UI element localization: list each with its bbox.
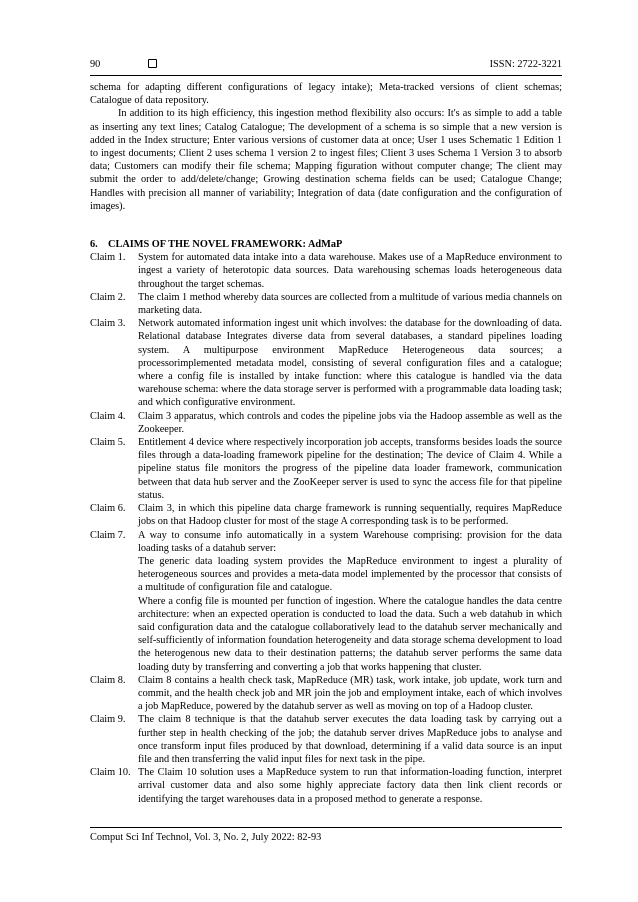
claim-paragraph: A way to consume info automatically in a system Warehouse comprising: provision for the data loading tasks of a datahub server:	[138, 529, 562, 554]
checkbox-square-icon	[148, 59, 157, 68]
journal-citation: Comput Sci Inf Technol, Vol. 3, No. 2, July 2022: 82-93	[90, 832, 322, 843]
claim-text	[138, 410, 562, 436]
claim-label: Claim 2.	[90, 291, 126, 303]
claim-item	[90, 291, 562, 317]
claim-label: Claim 10.	[90, 767, 131, 779]
claim-text	[138, 766, 562, 806]
claim-item	[90, 410, 562, 436]
claim-item	[90, 317, 562, 409]
claim-label: Claim 1.	[90, 252, 126, 264]
claim-paragraph: The Claim 10 solution uses a MapReduce system to run that information-loading function, interpret arrival customer data and also some highly appreciate factory data then link client records or identifying the target warehouses data in a proposed method to generate a response.	[138, 767, 562, 805]
claim-item	[90, 502, 562, 528]
page-footer	[90, 831, 321, 845]
claim-item	[90, 766, 562, 806]
claim-item	[90, 529, 562, 674]
claim-item	[90, 674, 562, 714]
claim-label: Claim 7.	[90, 529, 126, 541]
claim-item	[90, 251, 562, 291]
section-title: 6. CLAIMS OF THE NOVEL FRAMEWORK: AdMaP	[90, 239, 343, 251]
header-divider	[90, 75, 562, 76]
claim-paragraph: The generic data loading system provides the MapReduce environment to ingest a plurality of heterogeneous sources and provides a meta-data model implemented by the processor that consists of a multitude of configuration file and catalogue.	[138, 555, 562, 594]
claim-paragraph: System for automated data intake into a data warehouse. Makes use of a MapReduce environment to ingest a variety of heterotopic data sources. Data warehousing schemas loads heterogeneous data throughout the target schemas.	[138, 252, 562, 290]
claim-text	[138, 251, 562, 291]
claim-paragraph: Entitlement 4 device where respectively incorporation job accepts, transforms besides loads the source files through a data-loading framework pipeline for the destination; The device of Claim 4. While a pipeline status file monitors the progress of the pipeline data loader framework, communication between that data hub server and the ZooKeeper server is used to sync the access file for that pipeline status.	[138, 437, 562, 501]
journal-issn: ISSN: 2722-3221	[489, 59, 562, 70]
claim-item	[90, 436, 562, 502]
claim-text	[138, 674, 562, 714]
claim-paragraph: Claim 8 contains a health check task, MapReduce (MR) task, work intake, job update, work turn and commit, and the health check job and MR join the job and employment intake, each of which involves a job MapReduce, powered by the datahub server as well as moving on top of a Hadoop cluster.	[138, 674, 562, 713]
claim-paragraph: The claim 1 method whereby data sources are collected from a multitude of various media channels on marketing data.	[138, 291, 562, 317]
claim-text	[138, 436, 562, 502]
claim-text	[138, 713, 562, 766]
page-header	[90, 57, 562, 73]
claim-label: Claim 8.	[90, 674, 126, 686]
claim-text	[138, 502, 562, 528]
claim-label: Claim 4.	[90, 410, 126, 422]
claim-paragraph: The claim 8 technique is that the datahub server executes the data loading task by carrying out a further step in health checking of the job; the datahub server drives MapReduce jobs to analyse and once transform input files produced by that download, determining if a valid data source is an input file and then transferring the valid input files for next task in the pipe.	[138, 714, 562, 765]
claim-paragraph: Claim 3 apparatus, which controls and codes the pipeline jobs via the Hadoop assemble as well as the Zookeeper.	[138, 410, 562, 435]
claim-label: Claim 5.	[90, 437, 126, 449]
claim-label: Claim 6.	[90, 503, 126, 515]
intro-paragraph-2: In addition to its high efficiency, this ingestion method flexibility also occurs: It's as simple to add a table as inserting any text lines; Catalog Catalogue; The development of a schema is so simple that a new version is added in the Index structure; Enter various versions of customer data at once; User 1 uses Schematic 1 Edition 1 to ingest documents; Client 2 uses schema 1 version 2 to ingest files; Client 3 uses Schema 1 Version 3 to absorb data; Customers can modify their file schema; Mapping figuration without computer change; The client may submit the order to add/delete/change; Growing destination schema fields can be used; Catalogue Change; Handles with precision all manner of variability; Integration of data (date configuration and the configuration of images).	[90, 108, 562, 212]
claim-text	[138, 291, 562, 317]
claim-text	[138, 529, 562, 674]
intro-paragraph-1: schema for adapting different configurations of legacy intake); Meta-tracked versions of client schemas; Catalogue of data repository.	[90, 82, 562, 107]
claim-item	[90, 713, 562, 766]
claim-paragraph: Where a config file is mounted per function of ingestion. Where the catalogue handles the data centre architecture: when an expected operation is conducted to load the data. Such a web datahub in which said configuration data and the catalogue collaboratively lead to the datahub server mechanically and self-sufficiently of information foundation heterogeneity and data storage schema development to load the heterogenous new data to their destination patterns; the datahub server performs the same data loading duty by transferring and converting a job that works happening that cluster.	[138, 595, 562, 673]
claim-label: Claim 3.	[90, 318, 126, 330]
footer-divider	[90, 827, 562, 828]
claim-label: Claim 9.	[90, 714, 126, 726]
claim-text	[138, 317, 562, 409]
page-body	[90, 81, 562, 806]
claim-paragraph: Claim 3, in which this pipeline data charge framework is running sequentially, requires MapReduce jobs on that Hadoop cluster for most of the stage A corresponding task is to be performed.	[138, 503, 562, 528]
claim-paragraph: Network automated information ingest unit which involves: the database for the downloading of data. Relational database Integrates diverse data from several databases, a standard pipelines loading system. A multipurpose environment MapReduce Heterogeneous data sources; a processorimplemented metadata model, consisting of several configuration files and a catalogue; where a config file is installed by intake function: where this catalogue is handled via the data warehouse schema: where the data storage server is performed with a programmable data loading task; and which configurative environment.	[138, 318, 562, 409]
page-number: 90	[90, 59, 101, 70]
claims-list	[90, 251, 562, 806]
